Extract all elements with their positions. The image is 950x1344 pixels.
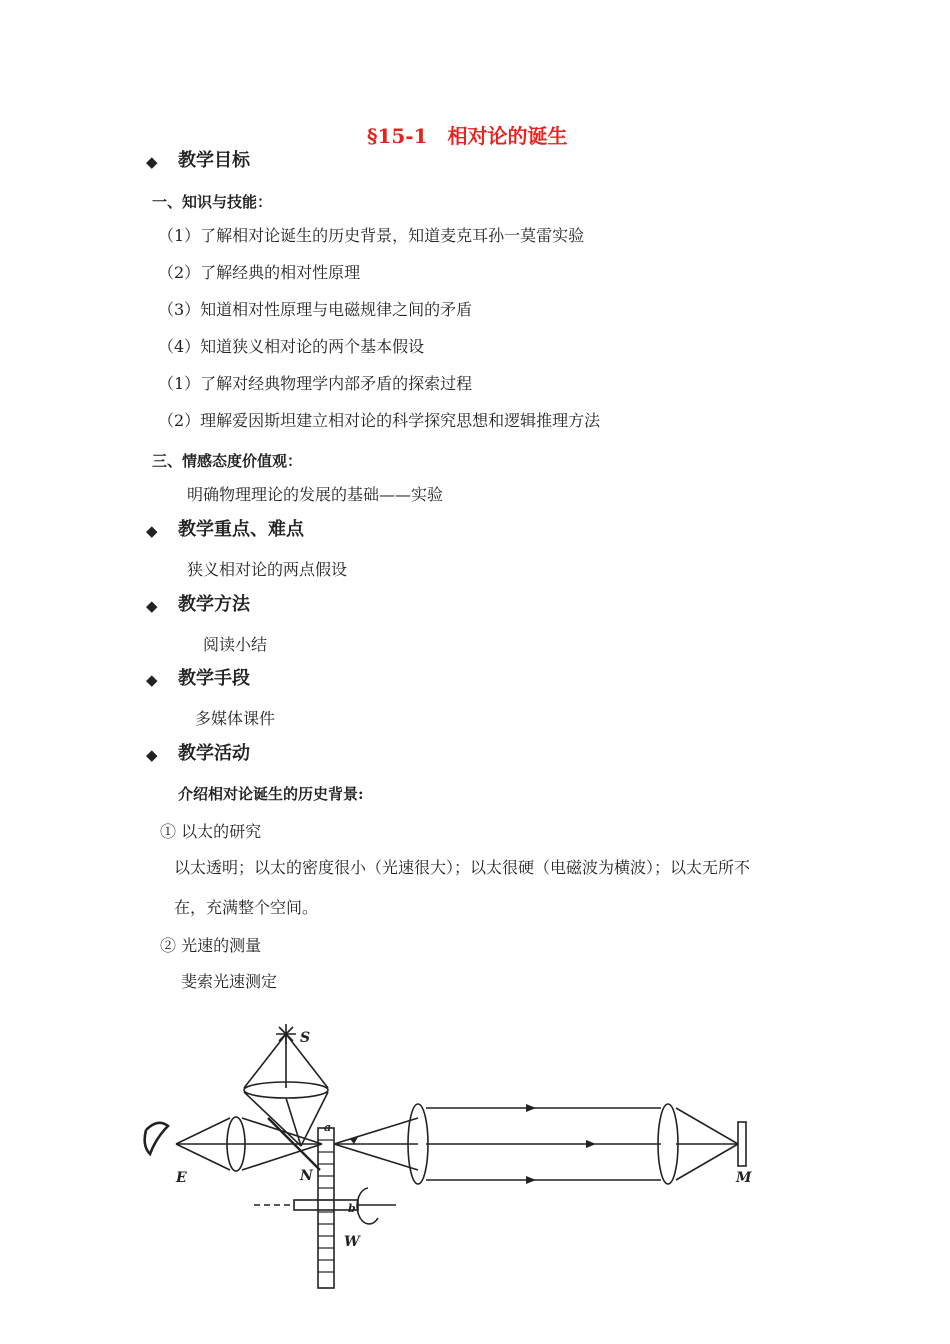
- light-speed-title: ② 光速的测量: [160, 936, 262, 955]
- fizeau-apparatus-diagram: [126, 1018, 786, 1298]
- distant-mirror: [738, 1122, 746, 1166]
- label-n: N: [300, 1168, 313, 1184]
- bullet-diamond-icon: ◆: [146, 746, 158, 764]
- heading-goals: 教学目标: [178, 150, 250, 171]
- heading-method: 教学方法: [178, 594, 250, 615]
- bullet-diamond-icon: ◆: [146, 671, 158, 689]
- label-w: W: [344, 1234, 360, 1250]
- bullet-diamond-icon: ◆: [146, 153, 158, 171]
- label-m: M: [736, 1170, 752, 1186]
- page-title: §15-1 相对论的诞生: [367, 124, 568, 148]
- subheading-emotion: 三、情感态度价值观：: [152, 452, 303, 470]
- method-text: 阅读小结: [203, 635, 268, 654]
- goal-item: （2）理解爱因斯坦建立相对论的科学探究思想和逻辑推理方法: [158, 411, 601, 430]
- rotation-arrow-icon: [357, 1188, 378, 1224]
- goal-item: （3）知道相对性原理与电磁规律之间的矛盾: [158, 300, 473, 319]
- label-b: b: [348, 1202, 356, 1215]
- eye-icon: [145, 1123, 168, 1154]
- ether-text: 以太透明；以太的密度很小（光速很大）；以太很硬（电磁波为横波）；以太无所不: [174, 858, 751, 877]
- goal-item: （4）知道狭义相对论的两个基本假设: [158, 337, 425, 356]
- heading-means: 教学手段: [178, 668, 250, 689]
- fizeau-caption: 斐索光速测定: [181, 972, 278, 991]
- means-text: 多媒体课件: [195, 709, 276, 728]
- bullet-diamond-icon: ◆: [146, 597, 158, 615]
- label-s: S: [300, 1030, 311, 1046]
- ether-title: ① 以太的研究: [160, 822, 262, 841]
- goal-item: （1）了解对经典物理学内部矛盾的探索过程: [158, 374, 473, 393]
- heading-activity: 教学活动: [178, 743, 250, 764]
- emotion-text: 明确物理理论的发展的基础——实验: [187, 485, 444, 504]
- goal-item: （2）了解经典的相对性原理: [158, 263, 361, 282]
- activity-intro: 介绍相对论诞生的历史背景:: [178, 785, 364, 803]
- ether-text-continued: 在，充满整个空间。: [174, 898, 319, 917]
- heading-key-points: 教学重点、难点: [178, 519, 304, 540]
- subheading-knowledge: 一、知识与技能：: [152, 193, 273, 211]
- key-points-text: 狭义相对论的两点假设: [187, 560, 348, 579]
- bullet-diamond-icon: ◆: [146, 522, 158, 540]
- label-e: E: [176, 1170, 187, 1186]
- label-a: a: [324, 1121, 332, 1134]
- goal-item: （1）了解相对论诞生的历史背景，知道麦克耳孙一莫雷实验: [158, 226, 585, 245]
